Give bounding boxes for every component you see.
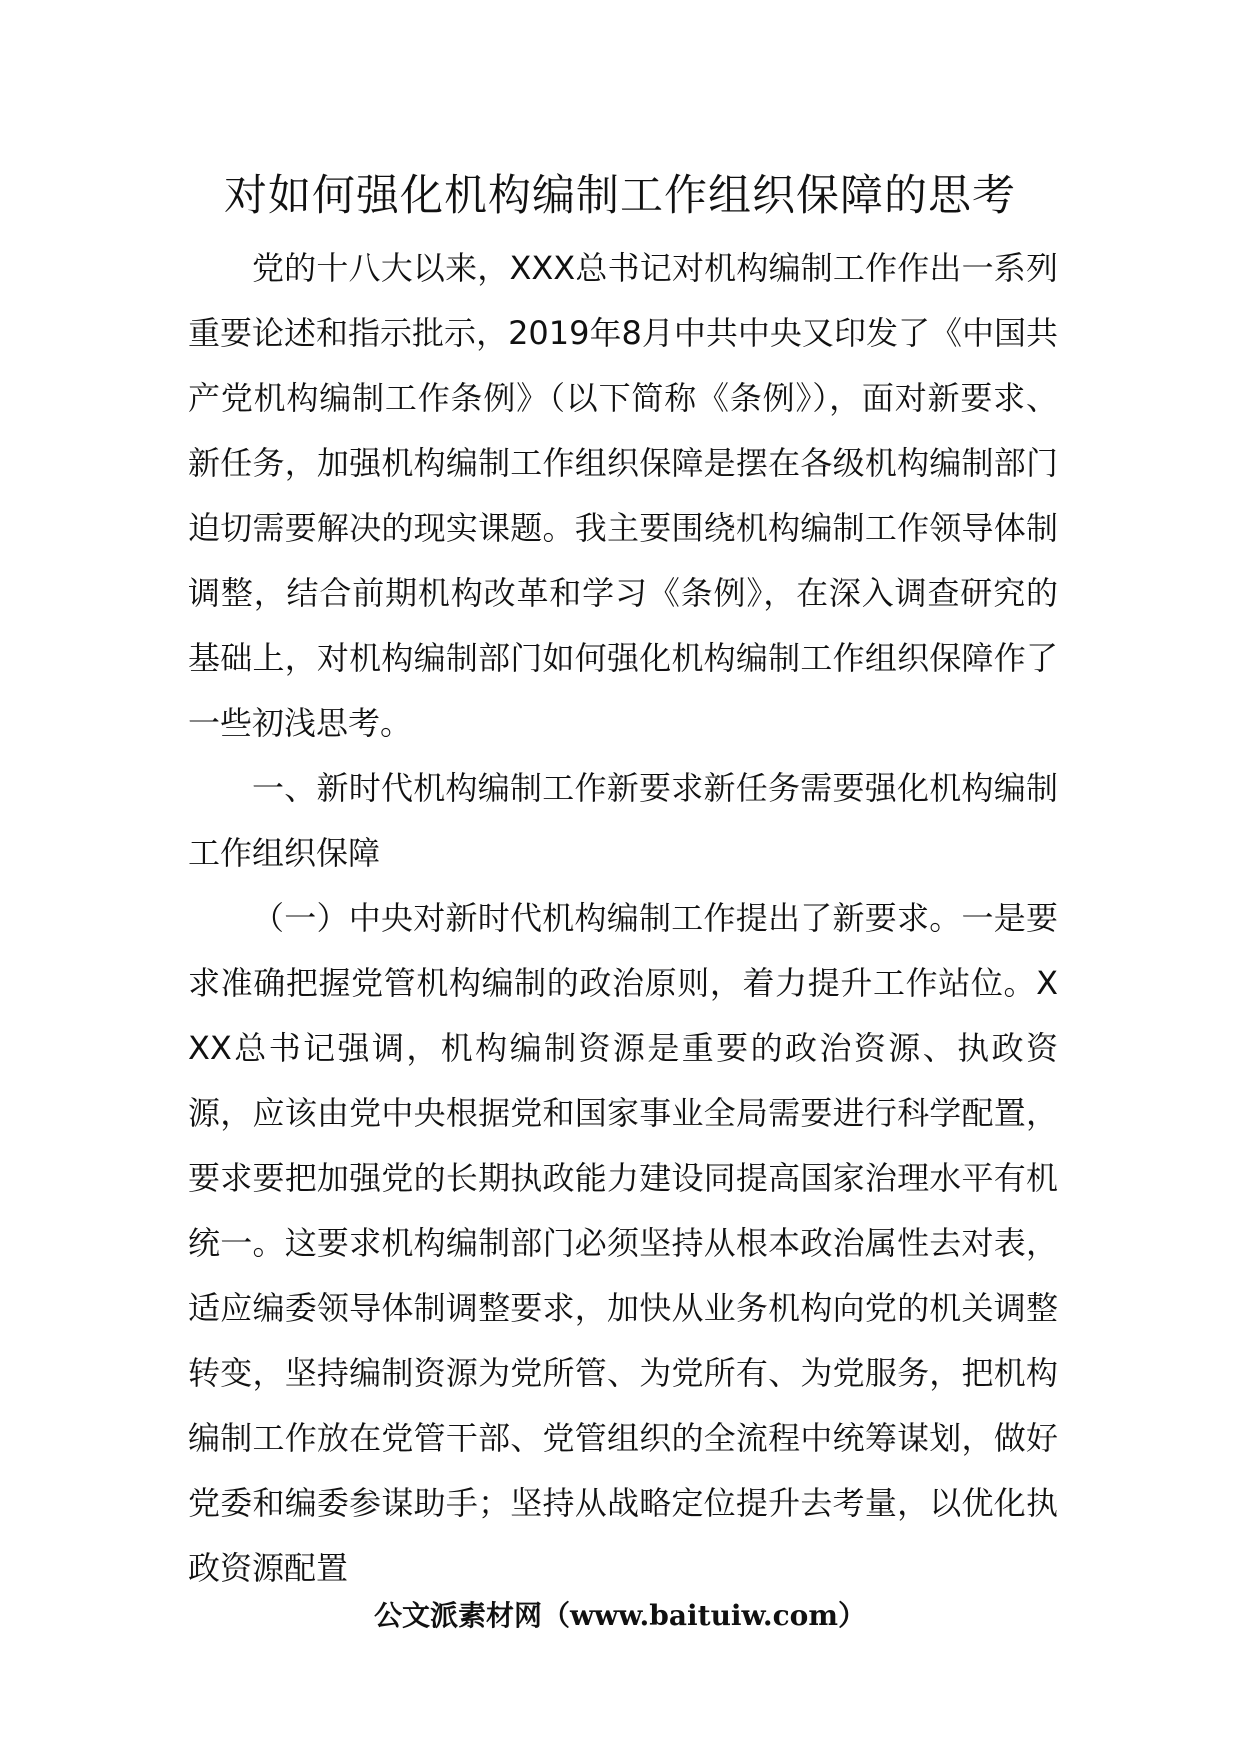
subsection-paragraph: （一）中央对新时代机构编制工作提出了新要求。一是要求准确把握党管机构编制的政治原则，着力提升工作站位。XXX总书记强调，机构编制资源是重要的政治资源、执政资源，应该由党中央根据党和国家事业全局需要进行科学配置，要求要把加强党的长期执政能力建设同提高国家治理水平有机统一。这要求机构编制部门必须坚持从根本政治属性去对表，适应编委领导体制调整要求，加快从业务机构向党的机关调整转变，坚持编制资源为党所管、为党所有、为党服务，把机构编制工作放在党管干部、党管组织的全流程中统筹谋划，做好党委和编委参谋助手；坚持从战略定位提升去考量，以优化执政资源配置 bbox=[188, 899, 1058, 1587]
section-heading: 一、新时代机构编制工作新要求新任务需要强化机构编制工作组织保障 bbox=[188, 769, 1058, 872]
document-body bbox=[188, 236, 1058, 1601]
document-title: 对如何强化机构编制工作组织保障的思考 bbox=[224, 171, 1016, 221]
intro-paragraph: 党的十八大以来，XXX总书记对机构编制工作作出一系列重要论述和指示批示，2019年8月中共中央又印发了《中国共产党机构编制工作条例》（以下简称《条例》），面对新要求、新任务，加强机构编制工作组织保障是摆在各级机构编制部门迫切需要解决的现实课题。我主要围绕机构编制工作领导体制调整，结合前期机构改革和学习《条例》，在深入调查研究的基础上，对机构编制部门如何强化机构编制工作组织保障作了一些初浅思考。 bbox=[188, 249, 1058, 742]
footer-watermark: 公文派素材网（www.baituiw.com） bbox=[374, 1599, 866, 1632]
